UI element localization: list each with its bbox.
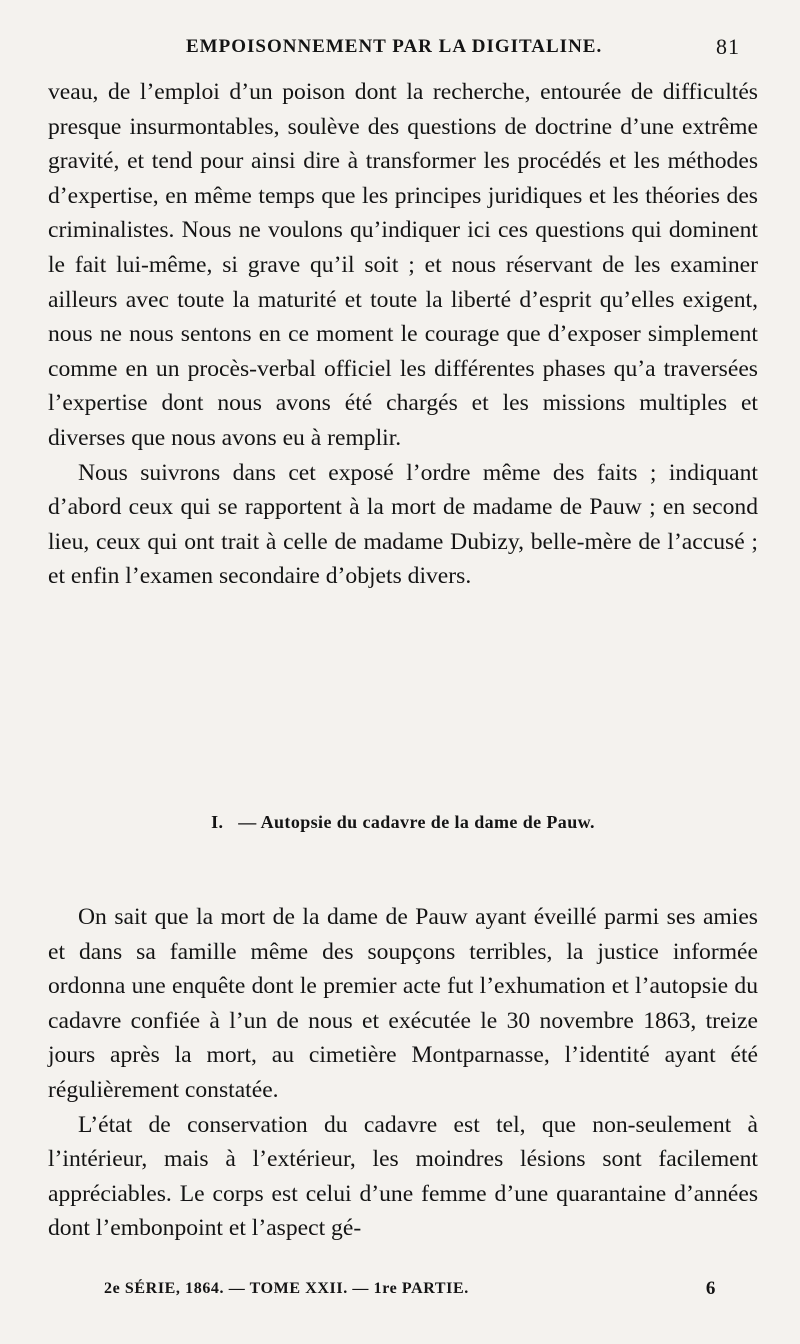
paragraph-continued: veau, de l’emploi d’un poison dont la recherche, entourée de difficultés presque insurmontables, soulève des questions de doctrine d’une extrême gravité, et tend pour ainsi dire à transformer les procédés et les méthodes d’expertise, en même temps que les principes juridiques et les théories des criminalistes. Nous ne voulons qu’indiquer ici ces questions qui dominent le fait lui-même, si grave qu’il soit ; et nous réservant de les examiner ailleurs avec toute la maturité et toute la liberté d’esprit qu’elles exigent, nous ne nous sentons en ce moment le courage que d’exposer simplement comme en un procès-verbal officiel les différentes phases qu’a traversées l’expertise dont nous avons été chargés et les missions multiples et diverses que nous avons eu à remplir. bbox=[48, 79, 758, 451]
body-text bbox=[48, 75, 758, 594]
section-dash: — bbox=[238, 812, 257, 832]
page-number: 81 bbox=[716, 34, 740, 59]
sheet-number: 6 bbox=[705, 1278, 716, 1299]
paragraph-exhumation: On sait que la mort de la dame de Pauw ayant éveillé parmi ses amies et dans sa famille même des soupçons terribles, la justice informée ordonna une enquête dont le premier acte fut l’exhumation et l’autopsie du cadavre confiée à l’un de nous et exécutée le 30 novembre 1863, treize jours après la mort, au cimetière Montparnasse, l’identité ayant été régulièrement constatée. bbox=[48, 904, 758, 1103]
running-head bbox=[48, 36, 752, 66]
section-number: I. bbox=[211, 812, 224, 832]
paragraph-order-of-facts: Nous suivrons dans cet exposé l’ordre même des faits ; indiquant d’abord ceux qui se rapportent à la mort de madame de Pauw ; en second lieu, ceux qui ont trait à celle de madame Dubizy, belle-mère de l’accusé ; et enfin l’examen secondaire d’objets divers. bbox=[48, 459, 758, 590]
section-heading bbox=[48, 812, 758, 833]
section-title: Autopsie du cadavre de la dame de Pauw. bbox=[260, 812, 595, 832]
running-title: EMPOISONNEMENT PAR LA DIGITALINE. bbox=[186, 36, 603, 57]
page-footer bbox=[48, 1280, 752, 1310]
paragraph-conservation: L’état de conservation du cadavre est tel, que non-seulement à l’intérieur, mais à l’extérieur, les moindres lésions sont facilement appréciables. Le corps est celui d’une femme d’une quarantaine d’années dont l’embonpoint et l’aspect gé- bbox=[48, 1111, 758, 1242]
signature-line: 2e SÉRIE, 1864. — TOME XXII. — 1re PARTIE. bbox=[104, 1280, 469, 1297]
section-text bbox=[48, 900, 758, 1246]
